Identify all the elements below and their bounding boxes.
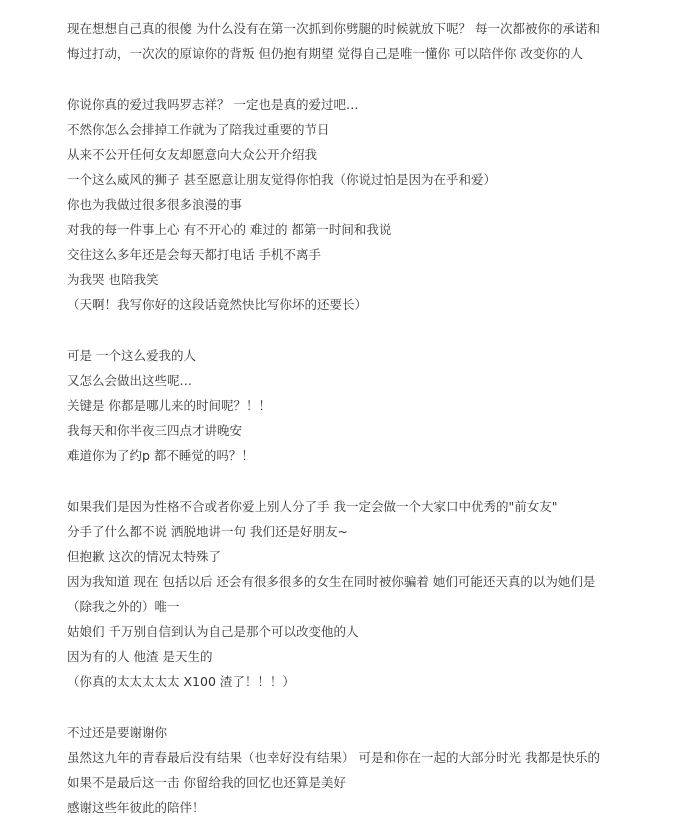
- text-line: 不过还是要谢谢你: [67, 725, 168, 740]
- text-line: 为我哭 也陪我笑: [67, 272, 159, 287]
- text-line: 一个这么威风的狮子 甚至愿意让朋友觉得你怕我（你说过怕是因为在乎和爱）: [67, 172, 496, 187]
- text-line: 如果不是最后这一击 你留给我的回忆也还算是美好: [67, 775, 346, 790]
- text-line: 又怎么会做出这些呢…: [67, 373, 193, 388]
- text-line: 悔过打动，一次次的原谅你的背叛 但仍抱有期望 觉得自己是唯一懂你 可以陪伴你 改变你的人: [67, 46, 583, 61]
- paragraph-2: [0, 92, 675, 317]
- text-line: 交往这么多年还是会每天都打电话 手机不离手: [67, 247, 321, 262]
- text-line: 但抱歉 这次的情况太特殊了: [67, 549, 221, 564]
- text-line: 对我的每一件事上心 有不开心的 难过的 都第一时间和我说: [67, 222, 392, 237]
- text-line: 因为我知道 现在 包括以后 还会有很多很多的女生在同时被你骗着 她们可能还天真的以为她们是: [67, 574, 596, 589]
- text-line: 可是 一个这么爱我的人: [67, 348, 196, 363]
- paragraph-3: [0, 343, 675, 468]
- text-line: （你真的太太太太太 X100 渣了！！！）: [67, 674, 295, 689]
- text-line: （除我之外的）唯一: [67, 599, 180, 614]
- text-line: 你说你真的爱过我吗罗志祥？ 一定也是真的爱过吧…: [67, 97, 359, 112]
- text-line: 虽然这九年的青春最后没有结果（也幸好没有结果） 可是和你在一起的大部分时光 我都是快乐的: [67, 750, 600, 765]
- text-line: 分手了什么都不说 洒脱地讲一句 我们还是好朋友~: [67, 524, 348, 539]
- text-line: 你也为我做过很多很多浪漫的事: [67, 197, 243, 212]
- paragraph-4: [0, 494, 675, 694]
- text-line: 姑娘们 千万别自信到认为自己是那个可以改变他的人: [67, 624, 359, 639]
- text-line: 不然你怎么会排掉工作就为了陪我过重要的节日: [67, 122, 330, 137]
- text-line: 我每天和你半夜三四点才讲晚安: [67, 423, 243, 438]
- text-line: 如果我们是因为性格不合或者你爱上别人分了手 我一定会做一个大家口中优秀的"前女友": [67, 499, 558, 514]
- text-line: 关键是 你都是哪儿来的时间呢？！！: [67, 398, 271, 413]
- text-line: 难道你为了约p 都不睡觉的吗？！: [67, 448, 254, 463]
- text-line: 感谢这些年彼此的陪伴！: [67, 800, 205, 815]
- text-line: 现在想想自己真的很傻 为什么没有在第一次抓到你劈腿的时候就放下呢？ 每一次都被你的承诺和: [67, 21, 600, 36]
- text-line: 从来不公开任何女友却愿意向大众公开介绍我: [67, 147, 318, 162]
- paragraph-5: [0, 720, 675, 820]
- paragraph-1: [0, 16, 675, 66]
- text-line: （天啊！我写你好的这段话竟然快比写你坏的还要长）: [67, 297, 368, 312]
- text-line: 因为有的人 他渣 是天生的: [67, 649, 213, 664]
